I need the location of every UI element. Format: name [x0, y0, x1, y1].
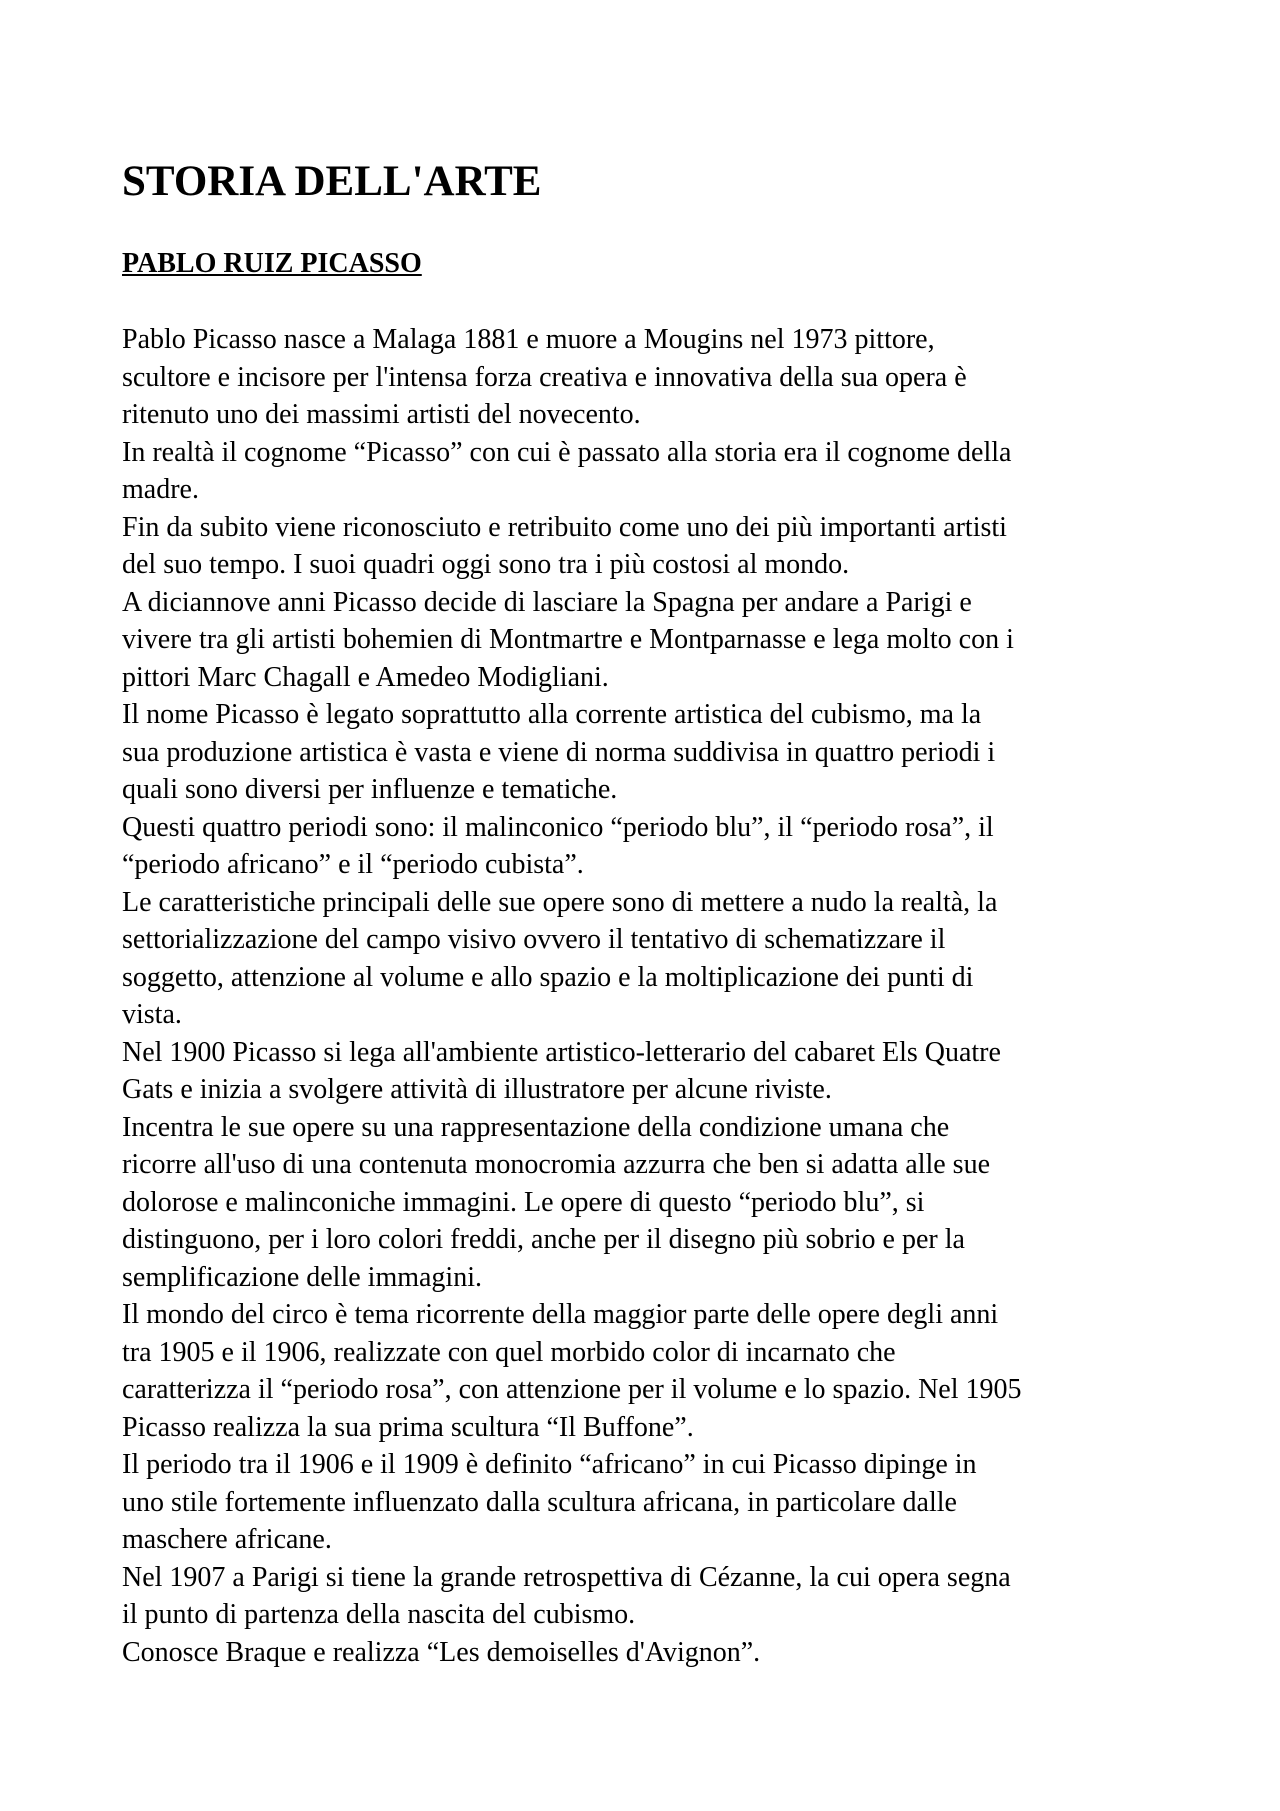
text-line: maschere africane. — [122, 1524, 332, 1555]
body-text — [122, 321, 1182, 1671]
document-subtitle: PABLO RUIZ PICASSO — [122, 248, 422, 279]
text-line: distinguono, per i loro colori freddi, anche per il disegno più sobrio e per la — [122, 1224, 965, 1255]
text-line: ricorre all'uso di una contenuta monocromia azzurra che ben si adatta alle sue — [122, 1149, 990, 1180]
text-line: del suo tempo. I suoi quadri oggi sono tra i più costosi al mondo. — [122, 549, 850, 580]
text-line: pittori Marc Chagall e Amedeo Modigliani. — [122, 661, 609, 693]
text-line: caratterizza il “periodo rosa”, con attenzione per il volume e lo spazio. Nel 1905 — [122, 1374, 1022, 1405]
text-line: Incentra le sue opere su una rappresentazione della condizione umana che — [122, 1111, 950, 1143]
text-line: ritenuto uno dei massimi artisti del novecento. — [122, 399, 641, 430]
text-line: settorializzazione del campo visivo ovvero il tentativo di schematizzare il — [122, 924, 946, 955]
text-line: A diciannove anni Picasso decide di lasciare la Spagna per andare a Parigi e — [122, 586, 972, 618]
text-line: soggetto, attenzione al volume e allo spazio e la moltiplicazione dei punti di — [122, 961, 974, 993]
text-line: Il periodo tra il 1906 e il 1909 è definito “africano” in cui Picasso dipinge in — [122, 1449, 977, 1480]
text-line: Fin da subito viene riconosciuto e retribuito come uno dei più importanti artisti — [122, 511, 1007, 543]
text-line: semplificazione delle immagini. — [122, 1261, 482, 1293]
text-line: Pablo Picasso nasce a Malaga 1881 e muore a Mougins nel 1973 pittore, — [122, 324, 935, 355]
text-line: Nel 1907 a Parigi si tiene la grande retrospettiva di Cézanne, la cui opera segna — [122, 1561, 1011, 1593]
text-line: Questi quattro periodi sono: il malinconico “periodo blu”, il “periodo rosa”, il — [122, 811, 994, 843]
text-line: Picasso realizza la sua prima scultura “Il Buffone”. — [122, 1411, 694, 1443]
text-line: quali sono diversi per influenze e tematiche. — [122, 774, 618, 805]
document-title: STORIA DELL'ARTE — [122, 158, 542, 205]
text-line: vista. — [122, 999, 182, 1030]
text-line: “periodo africano” e il “periodo cubista”. — [122, 849, 584, 880]
text-line: Conosce Braque e realizza “Les demoiselles d'Avignon”. — [122, 1636, 761, 1668]
text-line: madre. — [122, 474, 199, 505]
text-line: il punto di partenza della nascita del cubismo. — [122, 1599, 636, 1630]
text-line: uno stile fortemente influenzato dalla scultura africana, in particolare dalle — [122, 1486, 957, 1518]
text-line: Il mondo del circo è tema ricorrente della maggior parte delle opere degli anni — [122, 1299, 999, 1330]
text-line: Il nome Picasso è legato soprattutto alla corrente artistica del cubismo, ma la — [122, 699, 982, 730]
text-line: vivere tra gli artisti bohemien di Montmartre e Montparnasse e lega molto con i — [122, 624, 1014, 655]
text-line: dolorose e malinconiche immagini. Le opere di questo “periodo blu”, si — [122, 1186, 925, 1218]
text-line: Le caratteristiche principali delle sue opere sono di mettere a nudo la realtà, la — [122, 886, 998, 918]
text-line: sua produzione artistica è vasta e viene di norma suddivisa in quattro periodi i — [122, 736, 996, 768]
text-line: Gats e inizia a svolgere attività di illustratore per alcune riviste. — [122, 1074, 832, 1105]
text-line: Nel 1900 Picasso si lega all'ambiente artistico-letterario del cabaret Els Quatre — [122, 1036, 1001, 1068]
text-line: In realtà il cognome “Picasso” con cui è passato alla storia era il cognome della — [122, 436, 1012, 468]
text-line: tra 1905 e il 1906, realizzate con quel morbido color di incarnato che — [122, 1336, 896, 1368]
text-line: scultore e incisore per l'intensa forza creativa e innovativa della sua opera è — [122, 361, 967, 393]
